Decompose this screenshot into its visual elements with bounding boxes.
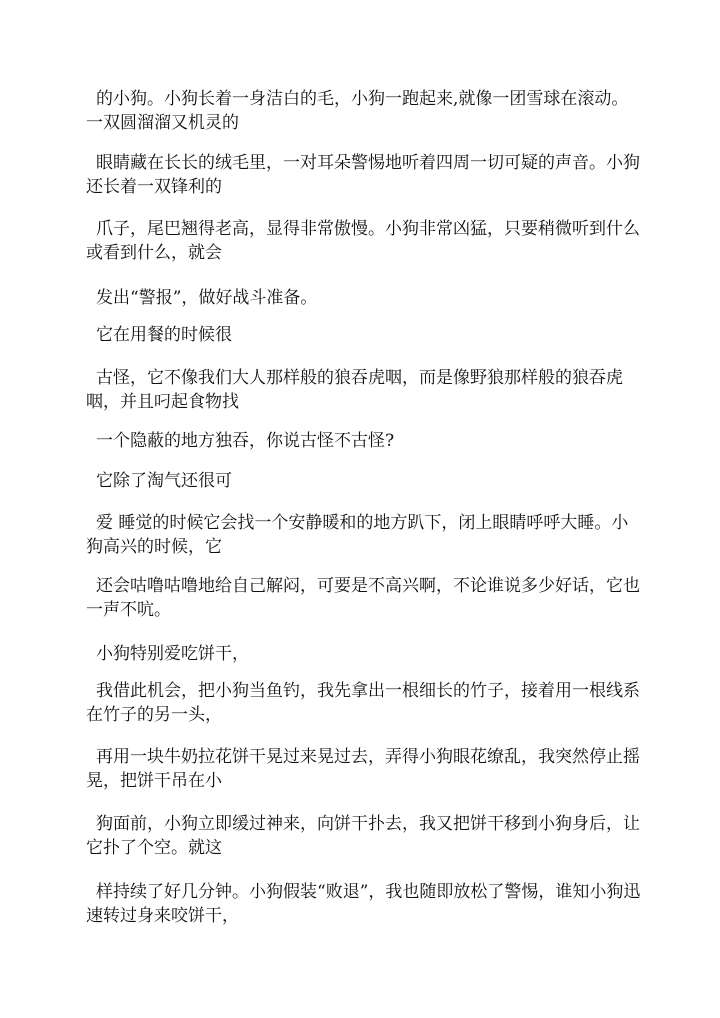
paragraph-8: 它除了淘气还很可 (96, 471, 232, 491)
paragraph-4: 发出“警报”，做好战斗准备。 (96, 288, 318, 308)
paragraph-3: 爪子，尾巴翘得老高，显得非常傲慢。小狗非常凶猛，只要稍微听到什么或看到什么，就会 (86, 219, 640, 263)
paragraph-9: 爱 睡觉的时候它会找一个安静暖和的地方趴下，闭上眼睛呼呼大睡。小狗高兴的时候，它 (86, 513, 629, 557)
paragraph-2: 眼睛藏在长长的绒毛里，一对耳朵警惕地听着四周一切可疑的声音。小狗还长着一双锋利的 (86, 153, 640, 197)
paragraph-1: 的小狗。小狗长着一身洁白的毛，小狗一跑起来,就像一团雪球在滚动。一双圆溜溜又机灵的 (86, 89, 629, 133)
paragraph-5: 它在用餐的时候很 (96, 325, 232, 345)
paragraph-12: 我借此机会，把小狗当鱼钓，我先拿出一根细长的竹子，接着用一根线系在竹子的另一头， (86, 681, 640, 725)
paragraph-6: 古怪，它不像我们大人那样般的狼吞虎咽，而是像野狼那样般的狼吞虎咽，并且叼起食物找 (86, 368, 623, 412)
paragraph-7: 一个隐蔽的地方独吞，你说古怪不古怪? (96, 431, 395, 451)
paragraph-15: 样持续了好几分钟。小狗假装“败退”，我也随即放松了警惕，谁知小狗迅速转过身来咬饼干， (86, 882, 641, 926)
paragraph-11: 小狗特别爱吃饼干， (96, 644, 249, 664)
paragraph-14: 狗面前，小狗立即缓过神来，向饼干扑去，我又把饼干移到小狗身后，让它扑了个空。就这 (86, 814, 640, 858)
paragraph-13: 再用一块牛奶拉花饼干晃过来晃过去，弄得小狗眼花缭乱，我突然停止摇晃，把饼干吊在小 (86, 747, 640, 791)
paragraph-10: 还会咕噜咕噜地给自己解闷，可要是不高兴啊，不论谁说多少好话，它也一声不吭。 (86, 576, 640, 620)
